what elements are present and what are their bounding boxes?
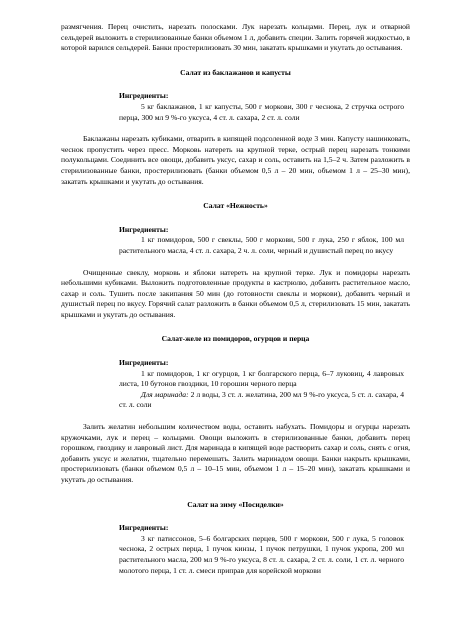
method-paragraph: Залить желатин небольшим количеством воды, оставить набухать. Помидоры и огурцы нарезать кружочками, лук и перец – кольцами. Овощи выложить в стерилизованные банки, добавить перец горошком, гвоздику и лавровый лист. Для маринада в кипящей воде растворить сахар и соль, снять с огня, добавить уксус и желатин, тщательно перемешать. Залить маринадом овощи. Банки накрыть крышками, простерилизовать (банки объемом 0,5 л – 10–15 мин, объемом 1 л – 15–20 мин), закатать крышками и укутать до остывания. [61, 422, 410, 484]
ingredients-list: 5 кг баклажанов, 1 кг капусты, 500 г моркови, 300 г чеснока, 2 стручка острого перца, 300 мл 9 %-го уксуса, 4 ст. л. сахара, 2 ст. л. соли [119, 101, 404, 122]
marinade-line [119, 390, 404, 411]
marinade-label: Для маринада: [141, 389, 189, 399]
ingredients-label: Ингредиенты: [119, 358, 169, 368]
document-page [61, 22, 410, 576]
ingredients-list: 3 кг патиссонов, 5–6 болгарских перцев, 500 г моркови, 500 г лука, 5 головок чеснока, 2 острых перца, 1 пучок кинзы, 1 пучок петрушки, 1 пучок укропа, 200 мл растительного масла, 200 мл 9 %-го уксуса, 8 ст. л. сахара, 2 ст. л. соли, 1 ст. л. черного молотого перца, 1 ст. л. смеси приправ для корейской моркови [119, 533, 404, 575]
recipe-title: Салат на зиму «Посиделки» [187, 499, 284, 509]
recipe-title: Салат-желе из помидоров, огурцов и перца [161, 334, 310, 344]
ingredients-label: Ингредиенты: [119, 224, 169, 234]
ingredients-block [119, 358, 404, 411]
ingredients-block [119, 91, 404, 123]
method-paragraph: Баклажаны нарезать кубиками, отварить в кипящей подсоленной воде 3 мин. Капусту нашинковать, чеснок пропустить через пресс. Морковь натереть на крупной терке, острый перец нарезать тонкими полукольцами. Соединить все овощи, добавить уксус, сахар и соль, оставить на 1,5–2 ч. Затем разложить в стерилизованные банки, простерилизовать (банки объемом 0,5 л – 20 мин, объемом 1 л – 25–30 мин), закатать крышками и укутать до остывания. [61, 134, 410, 186]
recipe-title: Салат из баклажанов и капусты [180, 67, 291, 77]
ingredients-label: Ингредиенты: [119, 91, 169, 101]
ingredients-label: Ингредиенты: [119, 523, 169, 533]
ingredients-list: 1 кг помидоров, 1 кг огурцов, 1 кг болгарского перца, 6–7 луковиц, 4 лавровых листа, 10 бутонов гвоздики, 10 горошин черного перца [119, 368, 404, 389]
ingredients-block [119, 225, 404, 257]
intro-paragraph: размягчения. Перец очистить, нарезать полосками. Лук нарезать кольцами. Перец, лук и отварной сельдерей выложить в стерилизованные банки объемом 1 л, добавить специи. Залить горячей жидкостью, в которой варился сельдерей. Банки простерилизовать 30 мин, закатать крышками и укутать до остывания. [61, 22, 410, 53]
ingredients-block [119, 523, 404, 576]
ingredients-list: 1 кг помидоров, 500 г свеклы, 500 г моркови, 500 г лука, 250 г яблок, 100 мл растительного масла, 4 ст. л. сахара, 2 ч. л. соли, черный и душистый перец по вкусу [119, 235, 404, 255]
recipe-title: Салат «Нежность» [203, 201, 268, 211]
method-paragraph: Очищенные свеклу, морковь и яблоки натереть на крупной терке. Лук и помидоры нарезать небольшими кубиками. Выложить подготовленные продукты в кастрюлю, добавить растительное масло, сахар и соль. Тушить после закипания 50 мин (до готовности свеклы и моркови), добавить черный и душистый перец по вкусу. Горячий салат разложить в банки объемом 0,5 л, стерилизовать 15 мин, закатать крышками и укутать до остывания. [61, 267, 410, 319]
marinade-text: 2 л воды, 3 ст. л. желатина, 200 мл 9 %-го уксуса, 5 ст. л. сахара, 4 ст. л. соли [119, 389, 404, 410]
